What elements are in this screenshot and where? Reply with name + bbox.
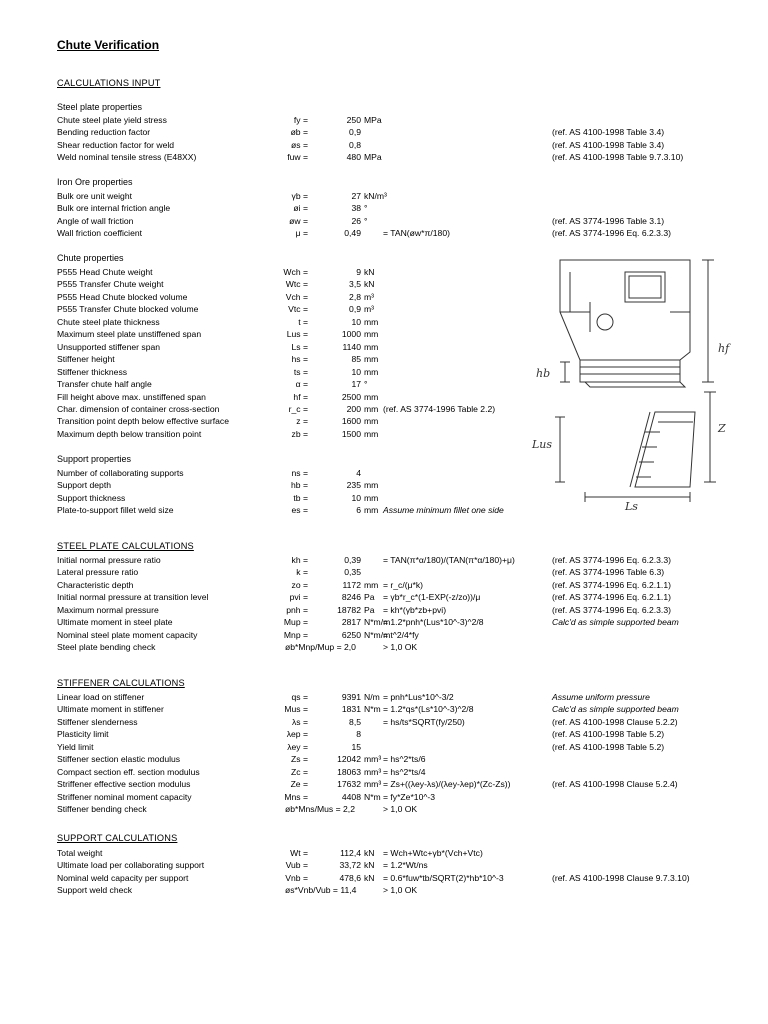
- row-symbol: zo =: [291, 579, 308, 590]
- table-row: [0, 591, 768, 603]
- table-row: [0, 847, 768, 859]
- row-formula: = 1.2*pnh*(Lus*10^-3)^2/8: [383, 617, 484, 628]
- row-unit: N/m: [364, 692, 380, 702]
- row-label: Fill height above max. unstiffened span: [57, 391, 206, 402]
- row-formula: = 1.2*Wt/ns: [383, 860, 428, 871]
- row-symbol: kh =: [291, 555, 308, 565]
- row-value: 1172: [342, 579, 361, 590]
- row-unit: N*m: [364, 791, 381, 802]
- table-row: [0, 139, 768, 151]
- row-value: 478,6: [339, 872, 361, 883]
- row-label: Weld nominal tensile stress (E48XX): [57, 152, 197, 163]
- row-label: Chute steel plate yield stress: [57, 115, 167, 125]
- table-row: [0, 716, 768, 728]
- row-formula: Assume minimum fillet one side: [383, 505, 504, 516]
- row-symbol: Mnp =: [283, 629, 308, 640]
- row-unit: mm³: [364, 766, 382, 777]
- row-value: 4: [356, 468, 361, 478]
- row-symbol: fuw =: [287, 152, 308, 163]
- row-symbol: Vtc =: [288, 304, 308, 315]
- row-label: Stiffener bending check: [57, 804, 147, 815]
- row-label: P555 Head Chute weight: [57, 267, 153, 277]
- chute-sketch: [530, 252, 745, 512]
- row-formula: = fy*Ze*10^-3: [383, 791, 436, 802]
- row-label: Stiffener height: [57, 354, 115, 365]
- row-label: P555 Head Chute blocked volume: [57, 291, 188, 302]
- row-reference: (ref. AS 3774-1996 Table 3.1): [552, 215, 665, 226]
- row-value: 17632: [337, 779, 361, 790]
- sketch-label-z: Z: [718, 422, 726, 435]
- row-label: Maximum depth below transition point: [57, 428, 202, 439]
- table-row: [0, 616, 768, 628]
- row-formula: > 1,0 OK: [383, 642, 418, 653]
- row-formula: = hs^2*ts/6: [383, 754, 426, 765]
- row-reference: (ref. AS 3774-1996 Eq. 6.2.3.3): [552, 555, 671, 565]
- row-formula: = 1.2*qs*(Ls*10^-3)^2/8: [383, 704, 474, 715]
- row-label: Ultimate moment in stiffener: [57, 704, 164, 715]
- sketch-label-hf: hf: [718, 342, 730, 355]
- table-row: [0, 791, 768, 803]
- table-row: [0, 766, 768, 778]
- row-value: 0,39: [344, 555, 361, 565]
- group-support: Support properties: [57, 454, 132, 464]
- row-unit: m³: [364, 291, 375, 302]
- row-formula: = Zs+((λey-λs)/(λey-λep)*(Zc-Zs)): [383, 779, 511, 790]
- row-value: 3,5: [349, 279, 361, 290]
- table-row: [0, 803, 768, 815]
- row-value: 9391: [341, 692, 361, 702]
- row-label: Plasticity limit: [57, 729, 109, 740]
- row-symbol: λs =: [292, 716, 308, 727]
- row-reference: (ref. AS 4100-1998 Table 9.7.3.10): [552, 152, 684, 163]
- row-value: 4408: [341, 791, 361, 802]
- row-formula: > 1,0 OK: [383, 885, 418, 896]
- row-reference: Calc'd as simple supported beam: [552, 704, 679, 715]
- row-symbol: øw =: [289, 215, 308, 226]
- row-formula: = 0.6*fuw*tb/SQRT(2)*hb*10^-3: [383, 872, 504, 883]
- table-row: [0, 691, 768, 703]
- row-symbol: γb =: [291, 191, 308, 201]
- row-unit: kN: [364, 279, 375, 290]
- row-unit: Pa: [364, 592, 375, 603]
- row-unit: mm: [364, 428, 379, 439]
- row-formula: = TAN(π*α/180)/(TAN(π*α/180)+μ): [383, 555, 515, 565]
- row-label: Characteristic depth: [57, 579, 134, 590]
- table-row: [0, 884, 768, 896]
- row-formula: (ref. AS 3774-1996 Table 2.2): [383, 403, 496, 414]
- row-value: 2500: [341, 391, 361, 402]
- row-symbol: pvi =: [289, 592, 308, 603]
- sketch-label-hb: hb: [536, 367, 551, 380]
- row-label: Bulk ore internal friction angle: [57, 203, 171, 214]
- row-symbol: fy =: [293, 115, 308, 125]
- row-unit: MPa: [364, 152, 382, 163]
- row-unit: mm: [364, 329, 379, 340]
- row-unit: kN/m³: [364, 191, 387, 201]
- row-value: 12042: [337, 754, 361, 765]
- row-label: Maximum normal pressure: [57, 604, 159, 615]
- row-unit: mm: [364, 341, 379, 352]
- row-label: Nominal weld capacity per support: [57, 872, 189, 883]
- row-symbol: es =: [291, 505, 308, 516]
- row-value: 9: [356, 267, 361, 277]
- row-unit: °: [364, 215, 368, 226]
- row-value: 6: [356, 505, 361, 516]
- row-reference: (ref. AS 4100-1998 Table 5.2): [552, 729, 665, 740]
- table-row: [0, 566, 768, 578]
- row-symbol: λep =: [286, 729, 308, 740]
- row-label: Transfer chute half angle: [57, 379, 152, 390]
- row-label: Number of collaborating supports: [57, 468, 184, 478]
- group-chute: Chute properties: [57, 253, 124, 263]
- row-label: Char. dimension of container cross-section: [57, 403, 220, 414]
- row-reference: (ref. AS 3774-1996 Eq. 6.2.3.3): [552, 604, 671, 615]
- row-unit: N*m/m: [364, 617, 391, 628]
- table-row: [0, 753, 768, 765]
- row-symbol: Vnb =: [285, 872, 308, 883]
- row-value: 10: [351, 316, 361, 327]
- row-label: Support thickness: [57, 492, 126, 503]
- section-heading-stiffener: STIFFENER CALCULATIONS: [57, 678, 185, 688]
- row-unit: mm: [364, 505, 379, 516]
- row-unit: mm: [364, 416, 379, 427]
- row-reference: Assume uniform pressure: [552, 692, 650, 702]
- row-formula: = TAN(øw*π/180): [383, 228, 450, 239]
- row-unit: °: [364, 379, 368, 390]
- row-label: Stiffener section elastic modulus: [57, 754, 181, 765]
- row-unit: mm: [364, 366, 379, 377]
- row-value: 38: [351, 203, 361, 214]
- row-unit: mm: [364, 391, 379, 402]
- row-formula: = Wch+Wtc+γb*(Vch+Vtc): [383, 848, 483, 858]
- row-unit: mm: [364, 403, 379, 414]
- row-unit: m³: [364, 304, 375, 315]
- row-value: 10: [351, 492, 361, 503]
- row-check: øb*Mnp/Mup = 2,0: [285, 642, 356, 653]
- row-reference: (ref. AS 4100-1998 Clause 9.7.3.10): [552, 872, 690, 883]
- row-label: Ultimate moment in steel plate: [57, 617, 173, 628]
- row-symbol: hf =: [293, 391, 308, 402]
- row-label: Ultimate load per collaborating support: [57, 860, 205, 871]
- row-reference: (ref. AS 4100-1998 Clause 5.2.4): [552, 779, 678, 790]
- section-heading-support: SUPPORT CALCULATIONS: [57, 833, 178, 843]
- row-label: Stiffener slenderness: [57, 716, 138, 727]
- row-reference: (ref. AS 4100-1998 Table 3.4): [552, 139, 665, 150]
- table-row: [0, 114, 768, 126]
- row-formula: = hs^2*ts/4: [383, 766, 426, 777]
- row-unit: kN: [364, 267, 375, 277]
- row-symbol: λey =: [287, 741, 308, 752]
- row-label: Compact section eff. section modulus: [57, 766, 200, 777]
- row-value: 18063: [337, 766, 361, 777]
- row-value: 27: [351, 191, 361, 201]
- row-label: Initial normal pressure ratio: [57, 555, 161, 565]
- row-value: 1600: [341, 416, 361, 427]
- row-label: Maximum steel plate unstiffened span: [57, 329, 202, 340]
- row-label: P555 Transfer Chute weight: [57, 279, 164, 290]
- row-symbol: Vch =: [285, 291, 308, 302]
- row-label: Steel plate bending check: [57, 642, 156, 653]
- table-row: [0, 151, 768, 163]
- table-row: [0, 859, 768, 871]
- row-symbol: hb =: [291, 480, 308, 491]
- row-value: 0,9: [349, 127, 361, 138]
- sketch-label-ls: Ls: [625, 500, 638, 512]
- row-value: 8: [356, 729, 361, 740]
- row-symbol: Ls =: [291, 341, 308, 352]
- row-label: Nominal steel plate moment capacity: [57, 629, 198, 640]
- row-value: 33,72: [339, 860, 361, 871]
- row-symbol: Vub =: [285, 860, 308, 871]
- row-label: Support depth: [57, 480, 111, 491]
- row-unit: mm³: [364, 754, 382, 765]
- row-value: 8246: [341, 592, 361, 603]
- table-row: [0, 190, 768, 202]
- row-symbol: zb =: [291, 428, 308, 439]
- row-symbol: Wtc =: [285, 279, 308, 290]
- row-formula: > 1,0 OK: [383, 804, 418, 815]
- row-symbol: k =: [296, 567, 308, 578]
- section-heading-steel: STEEL PLATE CALCULATIONS: [57, 541, 194, 551]
- sketch-label-lus: Lus: [532, 438, 553, 451]
- row-value: 2817: [341, 617, 361, 628]
- row-symbol: hs =: [291, 354, 308, 365]
- row-symbol: øi =: [293, 203, 308, 214]
- table-row: [0, 554, 768, 566]
- row-symbol: Zs =: [291, 754, 308, 765]
- row-formula: = pnh*Lus*10^-3/2: [383, 692, 454, 702]
- row-label: Support weld check: [57, 885, 132, 896]
- row-label: Wall friction coefficient: [57, 228, 143, 239]
- table-row: [0, 126, 768, 138]
- row-value: 1831: [341, 704, 361, 715]
- row-reference: Calc'd as simple supported beam: [552, 617, 679, 628]
- row-unit: mm: [364, 492, 379, 503]
- table-row: [0, 215, 768, 227]
- row-symbol: Lus =: [286, 329, 308, 340]
- row-label: Stiffener thickness: [57, 366, 128, 377]
- row-label: Bending reduction factor: [57, 127, 151, 138]
- row-label: Bulk ore unit weight: [57, 191, 132, 201]
- row-value: 1000: [341, 329, 361, 340]
- row-value: 85: [351, 354, 361, 365]
- row-formula: = γb*r_c*(1-EXP(-z/zo))/μ: [383, 592, 481, 603]
- row-symbol: øs =: [291, 139, 308, 150]
- row-label: Initial normal pressure at transition level: [57, 592, 209, 603]
- row-label: Total weight: [57, 848, 103, 858]
- row-label: Linear load on stiffener: [57, 692, 145, 702]
- row-reference: (ref. AS 3774-1996 Table 6.3): [552, 567, 665, 578]
- row-value: 235: [346, 480, 361, 491]
- row-label: Chute steel plate thickness: [57, 316, 160, 327]
- row-label: Striffener nominal moment capacity: [57, 791, 192, 802]
- row-reference: (ref. AS 3774-1996 Eq. 6.2.1.1): [552, 592, 671, 603]
- row-value: 1140: [342, 341, 361, 352]
- row-formula: = hs/ts*SQRT(fy/250): [383, 716, 465, 727]
- row-symbol: Mus =: [284, 704, 308, 715]
- row-symbol: Ze =: [290, 779, 308, 790]
- row-symbol: Mns =: [284, 791, 308, 802]
- row-symbol: qs =: [291, 692, 308, 702]
- group-iron-ore: Iron Ore properties: [57, 177, 133, 187]
- group-steel-plate: Steel plate properties: [57, 102, 143, 112]
- row-value: 0,8: [349, 139, 361, 150]
- section-heading-input: CALCULATIONS INPUT: [57, 78, 161, 88]
- row-unit: mm: [364, 480, 379, 491]
- row-label: Plate-to-support fillet weld size: [57, 505, 174, 516]
- row-value: 18782: [337, 604, 361, 615]
- row-unit: mm: [364, 579, 379, 590]
- table-row: [0, 778, 768, 790]
- row-label: Unsupported stiffener span: [57, 341, 161, 352]
- row-value: 15: [351, 741, 361, 752]
- row-value: 200: [346, 403, 361, 414]
- row-reference: (ref. AS 4100-1998 Table 5.2): [552, 741, 665, 752]
- page-title: Chute Verification: [57, 38, 160, 52]
- row-symbol: Wch =: [283, 267, 308, 277]
- row-formula: = kh*(γb*zb+pvi): [383, 604, 447, 615]
- row-unit: N*m: [364, 704, 381, 715]
- row-value: 26: [351, 215, 361, 226]
- row-value: 8,5: [349, 716, 361, 727]
- row-label: Shear reduction factor for weld: [57, 139, 175, 150]
- row-unit: MPa: [364, 115, 382, 125]
- row-label: Striffener effective section modulus: [57, 779, 191, 790]
- row-value: 250: [346, 115, 361, 125]
- row-symbol: α =: [295, 379, 308, 390]
- row-symbol: z =: [296, 416, 308, 427]
- row-symbol: Zc =: [291, 766, 308, 777]
- table-row: [0, 227, 768, 239]
- row-symbol: ts =: [293, 366, 308, 377]
- row-reference: (ref. AS 3774-1996 Eq. 6.2.3.3): [552, 228, 671, 239]
- row-value: 17: [351, 379, 361, 390]
- row-unit: N*m/m: [364, 629, 391, 640]
- row-symbol: r_c =: [288, 403, 308, 414]
- table-row: [0, 872, 768, 884]
- row-symbol: ns =: [291, 468, 308, 478]
- table-row: [0, 604, 768, 616]
- row-value: 0,35: [344, 567, 361, 578]
- row-label: Yield limit: [57, 741, 94, 752]
- row-symbol: μ =: [295, 228, 308, 239]
- row-unit: mm³: [364, 779, 382, 790]
- row-symbol: øb =: [290, 127, 308, 138]
- table-row: [0, 202, 768, 214]
- row-unit: kN: [364, 848, 375, 858]
- table-row: [0, 741, 768, 753]
- row-reference: (ref. AS 4100-1998 Table 3.4): [552, 127, 665, 138]
- row-label: P555 Transfer Chute blocked volume: [57, 304, 199, 315]
- row-unit: mm: [364, 316, 379, 327]
- row-symbol: t =: [298, 316, 308, 327]
- row-unit: kN: [364, 860, 375, 871]
- table-row: [0, 629, 768, 641]
- row-value: 112,4: [340, 848, 361, 858]
- row-value: 480: [346, 152, 361, 163]
- row-symbol: tb =: [293, 492, 308, 503]
- row-formula: = t^2/4*fy: [383, 629, 419, 640]
- table-row: [0, 728, 768, 740]
- row-value: 10: [351, 366, 361, 377]
- row-label: Lateral pressure ratio: [57, 567, 139, 578]
- row-unit: kN: [364, 872, 375, 883]
- row-unit: mm: [364, 354, 379, 365]
- table-row: [0, 641, 768, 653]
- table-row: [0, 703, 768, 715]
- row-value: 2,8: [349, 291, 361, 302]
- row-reference: (ref. AS 3774-1996 Eq. 6.2.1.1): [552, 579, 671, 590]
- row-reference: (ref. AS 4100-1998 Clause 5.2.2): [552, 716, 678, 727]
- row-label: Angle of wall friction: [57, 215, 134, 226]
- table-row: [0, 579, 768, 591]
- row-formula: = r_c/(μ*k): [383, 579, 424, 590]
- row-symbol: Mup =: [283, 617, 308, 628]
- row-value: 1500: [341, 428, 361, 439]
- row-value: 0,49: [344, 228, 361, 239]
- row-symbol: pnh =: [286, 604, 308, 615]
- row-value: 0,9: [349, 304, 361, 315]
- row-symbol: Wt =: [290, 848, 308, 858]
- row-value: 6250: [341, 629, 361, 640]
- row-label: Transition point depth below effective surface: [57, 416, 229, 427]
- row-unit: °: [364, 203, 368, 214]
- row-check: øb*Mns/Mus = 2,2: [285, 804, 355, 815]
- row-check: øs*Vnb/Vub = 11,4: [285, 885, 357, 896]
- row-unit: Pa: [364, 604, 375, 615]
